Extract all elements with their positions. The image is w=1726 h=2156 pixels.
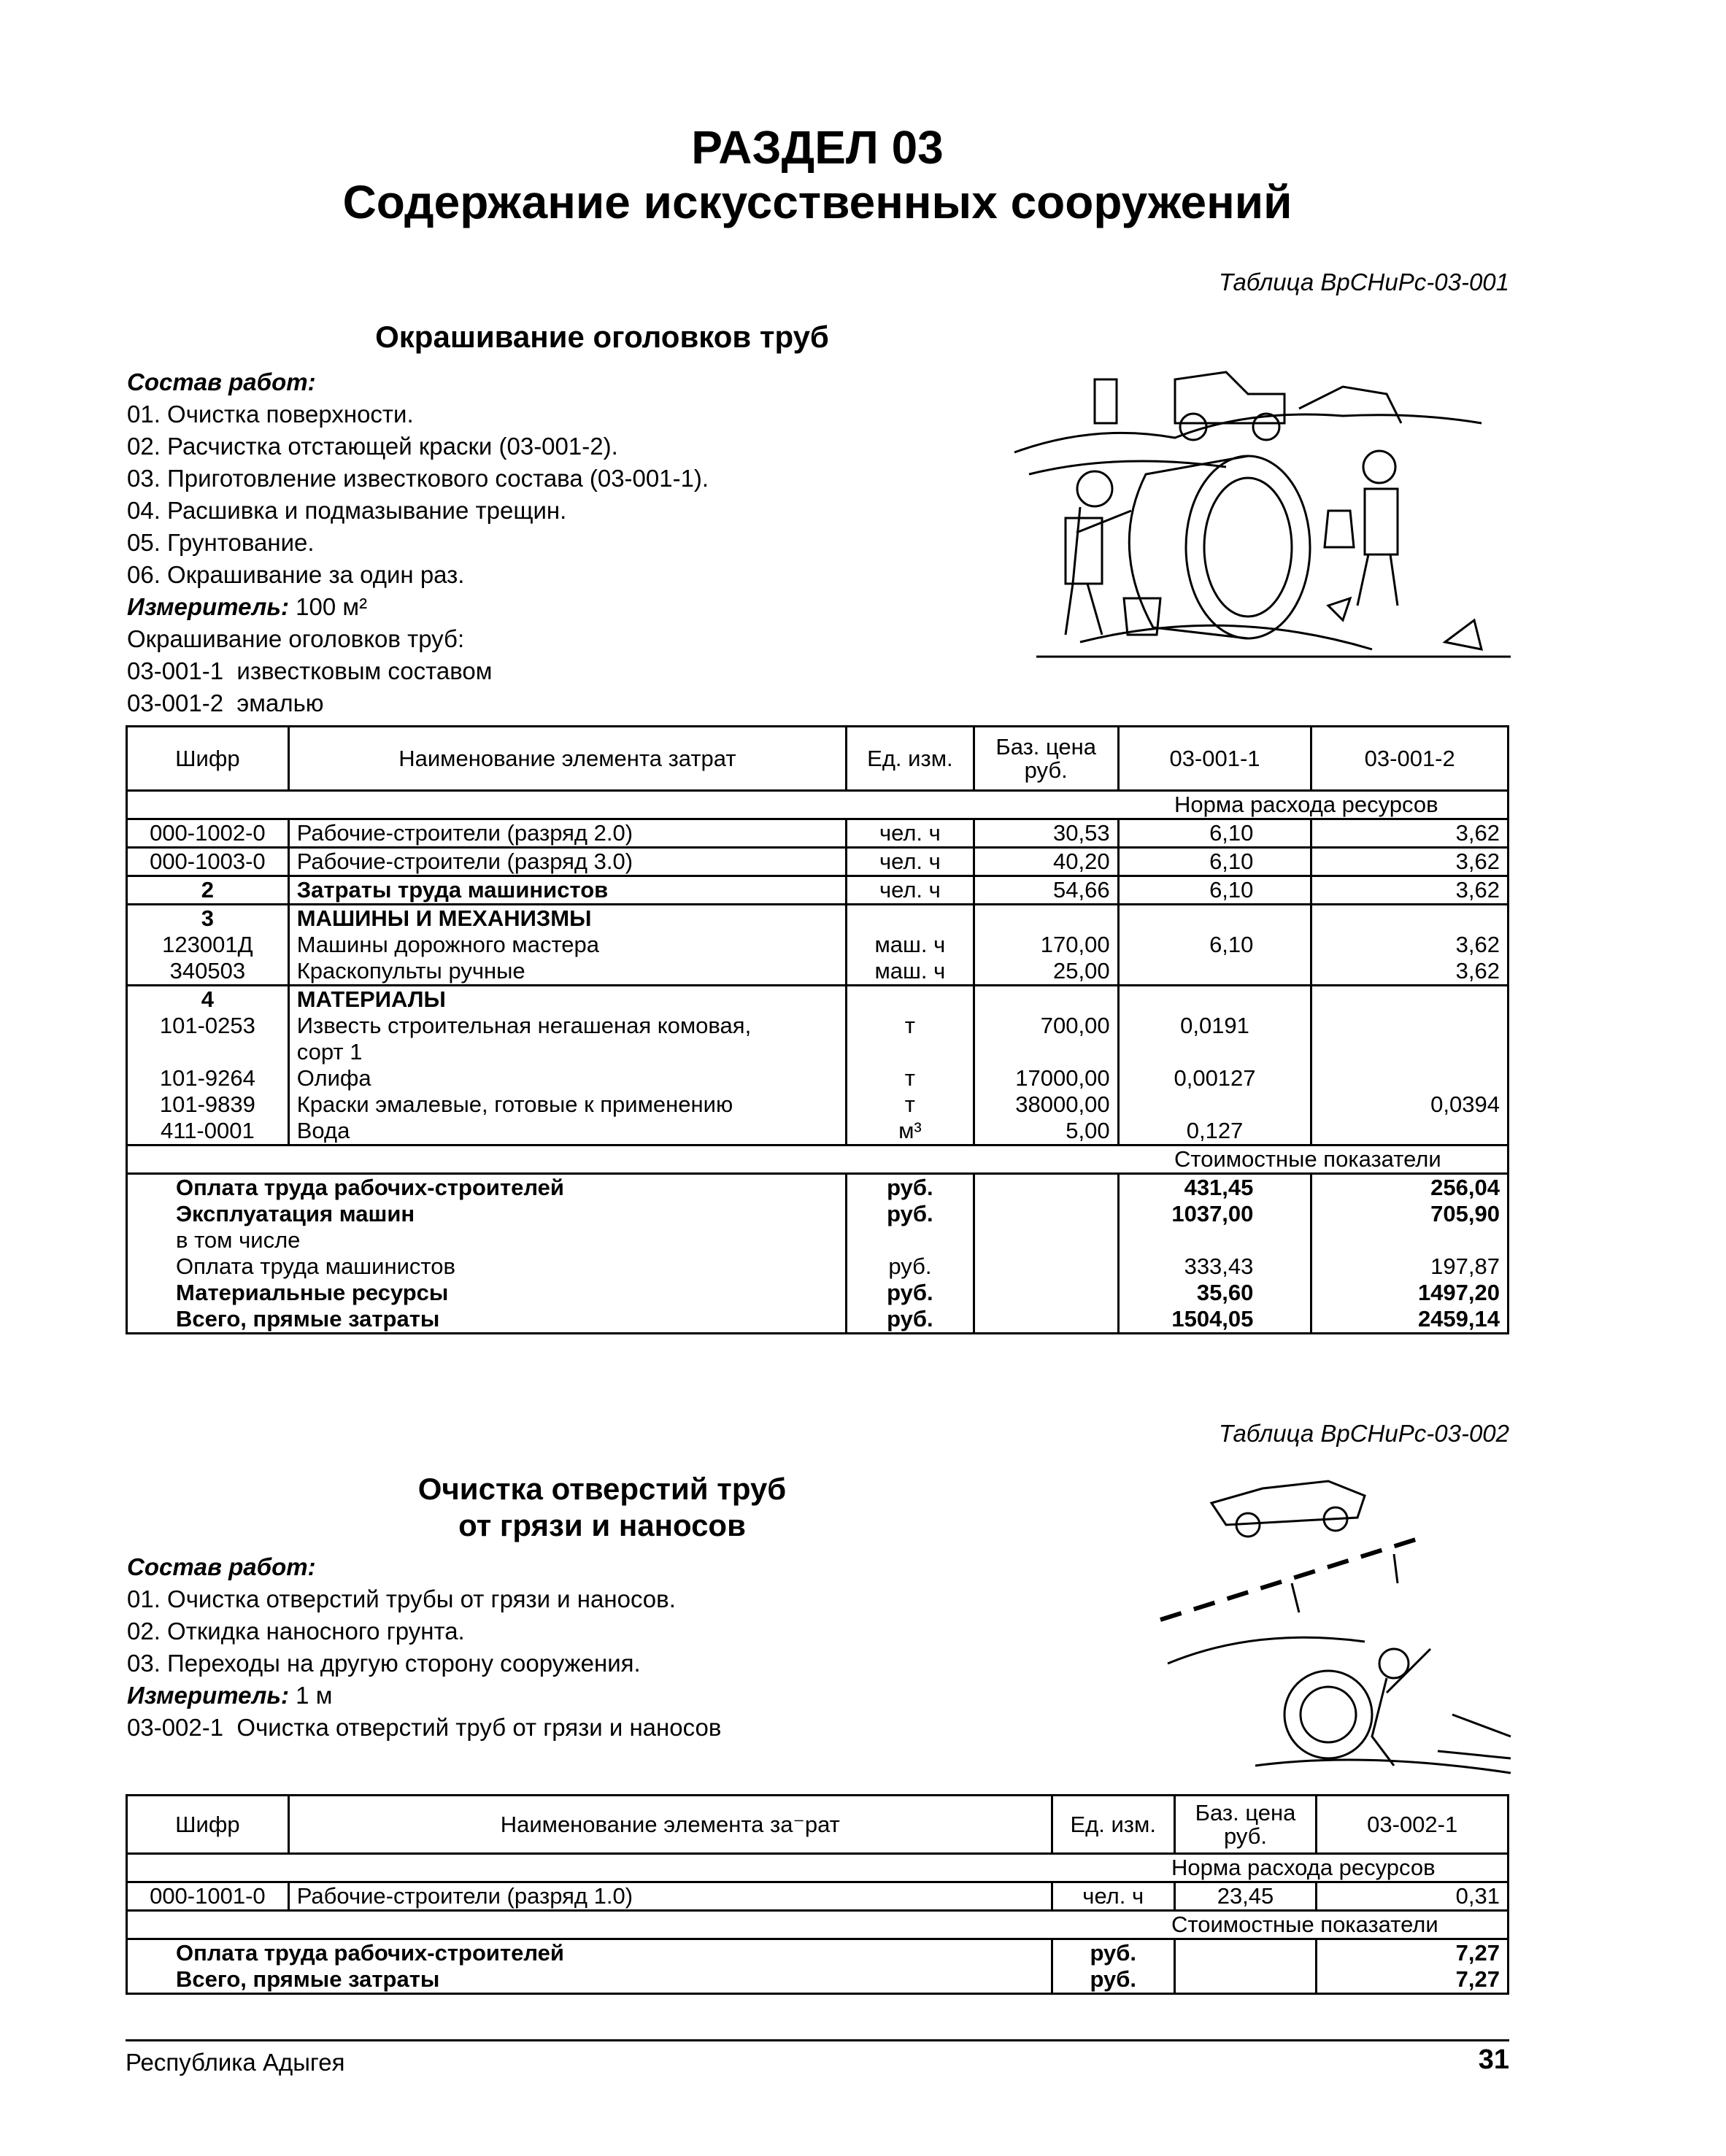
- cell-norm-2: 0,0394: [1311, 1091, 1509, 1118]
- variant: 03-001-2 эмалью: [127, 689, 324, 716]
- cell-norm-2: [1311, 1118, 1509, 1145]
- cost-value-2: 197,87: [1311, 1253, 1509, 1280]
- cost-price: [974, 1253, 1118, 1280]
- step: 06. Окрашивание за один раз.: [127, 561, 465, 588]
- cell-norm-1: [1118, 986, 1311, 1013]
- cell-price: 40,20: [974, 848, 1118, 876]
- section-number: РАЗДЕЛ 03: [691, 121, 944, 174]
- cost-value-1: 1037,00: [1118, 1201, 1311, 1227]
- cost-price: [974, 1201, 1118, 1227]
- table-caption-1: Таблица ВрСНиРс-03-001: [1219, 268, 1509, 295]
- cell-norm-2: [1311, 1065, 1509, 1091]
- footer-region: Республика Адыгея: [126, 2049, 345, 2076]
- subtitle-1: Окрашивание оголовков труб: [375, 320, 829, 354]
- cost-value-1: 333,43: [1118, 1253, 1311, 1280]
- cell-price: 170,00: [974, 932, 1118, 958]
- cell-code: 3: [127, 905, 289, 932]
- cell-norm-2: 3,62: [1311, 958, 1509, 986]
- cost-unit: руб.: [1052, 1966, 1174, 1994]
- cell-unit: маш. ч: [847, 932, 974, 958]
- cost-label: Стоимостные показатели: [127, 1911, 1509, 1939]
- cost-value-1: 1504,05: [1118, 1306, 1311, 1334]
- cost-value: 7,27: [1317, 1939, 1509, 1967]
- table-row: [127, 1039, 1509, 1065]
- cell-norm-1: 6,10: [1118, 932, 1311, 958]
- cost-value: 7,27: [1317, 1966, 1509, 1994]
- cost-price: [974, 1280, 1118, 1306]
- cost-unit: руб.: [847, 1280, 974, 1306]
- cost-name: Оплата труда рабочих-строителей: [127, 1174, 847, 1202]
- measure-value: 100 м²: [296, 593, 368, 620]
- cell-price: [974, 1039, 1118, 1065]
- cell-name: Вода: [288, 1118, 846, 1145]
- cost-rows: [127, 1174, 1509, 1334]
- cost-value-1: 35,60: [1118, 1280, 1311, 1306]
- footer-divider: [126, 2039, 1509, 2041]
- step: 01. Очистка отверстий трубы от грязи и наносов.: [127, 1585, 676, 1612]
- measure-value: 1 м: [296, 1682, 333, 1709]
- col-header: Ед. изм.: [847, 727, 974, 791]
- resource-table-1: [126, 725, 1509, 1334]
- table-row: [127, 932, 1509, 958]
- cost-label: Стоимостные показатели: [127, 1145, 1509, 1174]
- cost-row: [127, 1306, 1509, 1334]
- cost-value-2: 705,90: [1311, 1201, 1509, 1227]
- cell-price: 700,00: [974, 1013, 1118, 1039]
- col-header: Шифр: [127, 1796, 289, 1854]
- variant: 03-002-1 Очистка отверстий труб от грязи и наносов: [127, 1714, 722, 1741]
- cell-name: Рабочие-строители (разряд 3.0): [288, 848, 846, 876]
- col-header: Баз. цена руб.: [1174, 1796, 1317, 1854]
- cell-norm-1: 0,00127: [1118, 1065, 1311, 1091]
- cell-unit: т: [847, 1013, 974, 1039]
- cost-value-1: 431,45: [1118, 1174, 1311, 1202]
- cell-unit: м³: [847, 1118, 974, 1145]
- cost-name: в том числе: [127, 1227, 847, 1253]
- cost-name: Всего, прямые затраты: [127, 1966, 1052, 1994]
- cost-row: [127, 1227, 1509, 1253]
- cost-price: [1174, 1939, 1317, 1967]
- cost-value-2: 2459,14: [1311, 1306, 1509, 1334]
- table-row: [127, 986, 1509, 1013]
- cell-code: 101-0253: [127, 1013, 289, 1039]
- cell-price: 54,66: [974, 876, 1118, 905]
- step: 03. Приготовление известкового состава (03-001-1).: [127, 465, 709, 492]
- table-row: [127, 848, 1509, 876]
- col-header: 03-001-1: [1118, 727, 1311, 791]
- table-row: [127, 905, 1509, 932]
- cell-code: 000-1003-0: [127, 848, 289, 876]
- cost-row: [127, 1201, 1509, 1227]
- cell-unit: [847, 1039, 974, 1065]
- table-row: [127, 819, 1509, 848]
- cell-name: Рабочие-строители (разряд 1.0): [288, 1882, 1052, 1911]
- col-header: Ед. изм.: [1052, 1796, 1174, 1854]
- cell-price: [974, 986, 1118, 1013]
- cost-price: [1174, 1966, 1317, 1994]
- table-row: [127, 1118, 1509, 1145]
- cell-name: Краски эмалевые, готовые к применению: [288, 1091, 846, 1118]
- cell-unit: чел. ч: [847, 819, 974, 848]
- cell-norm-1: 6,10: [1118, 876, 1311, 905]
- cell-norm-2: 3,62: [1311, 819, 1509, 848]
- cell-norm-1: 6,10: [1118, 848, 1311, 876]
- measure: [127, 591, 1003, 623]
- cell-norm-1: 0,127: [1118, 1118, 1311, 1145]
- col-header: 03-001-2: [1311, 727, 1509, 791]
- measure: [127, 1680, 1003, 1712]
- cost-row: [127, 1174, 1509, 1202]
- step: 04. Расшивка и подмазывание трещин.: [127, 497, 567, 524]
- table-row: [127, 1882, 1509, 1911]
- cell-price: 30,53: [974, 819, 1118, 848]
- norm-label: Норма расхода ресурсов: [127, 1854, 1509, 1882]
- cell-price: 17000,00: [974, 1065, 1118, 1091]
- step: 03. Переходы на другую сторону сооружения.: [127, 1650, 641, 1677]
- cell-code: 340503: [127, 958, 289, 986]
- section-title: Содержание искусственных сооружений: [342, 176, 1292, 228]
- cell-norm-1: 0,0191: [1118, 1013, 1311, 1039]
- table-row: [127, 876, 1509, 905]
- work-composition-2: [127, 1551, 1003, 1744]
- cell-norm-2: [1311, 905, 1509, 932]
- cell-unit: [847, 905, 974, 932]
- cell-code: 000-1002-0: [127, 819, 289, 848]
- cell-unit: т: [847, 1065, 974, 1091]
- page-number: 31: [1478, 2044, 1509, 2075]
- measure-label: Измеритель:: [127, 593, 289, 620]
- cost-value-2: 1497,20: [1311, 1280, 1509, 1306]
- cell-code: 101-9839: [127, 1091, 289, 1118]
- cell-name: Затраты труда машинистов: [288, 876, 846, 905]
- subtitle-2a: Очистка отверстий труб: [417, 1472, 787, 1506]
- table-row: [127, 1065, 1509, 1091]
- cell-code: 101-9264: [127, 1065, 289, 1091]
- measure-label: Измеритель:: [127, 1682, 289, 1709]
- col-header: Баз. цена руб.: [974, 727, 1118, 791]
- cost-unit: руб.: [847, 1253, 974, 1280]
- cost-price: [974, 1227, 1118, 1253]
- step: 05. Грунтование.: [127, 529, 315, 556]
- cost-name: Оплата труда рабочих-строителей: [127, 1939, 1052, 1967]
- cost-row: [127, 1280, 1509, 1306]
- cell-norm-2: 3,62: [1311, 876, 1509, 905]
- cost-row: [127, 1966, 1509, 1994]
- cell-name: сорт 1: [288, 1039, 846, 1065]
- cell-price: 38000,00: [974, 1091, 1118, 1118]
- cell-norm-1: [1118, 905, 1311, 932]
- col-header: 03-002-1: [1317, 1796, 1509, 1854]
- cell-price: 25,00: [974, 958, 1118, 986]
- subtitle-2b: от грязи и наносов: [458, 1508, 746, 1542]
- cost-unit: руб.: [847, 1306, 974, 1334]
- cell-code: 411-0001: [127, 1118, 289, 1145]
- cell-norm-1: [1118, 1091, 1311, 1118]
- cell-norm: 0,31: [1317, 1882, 1509, 1911]
- pipe-cleaning-illustration: [1146, 1474, 1518, 1780]
- cell-unit: [847, 986, 974, 1013]
- cell-name: Краскопульты ручные: [288, 958, 846, 986]
- cell-norm-1: 6,10: [1118, 819, 1311, 848]
- cell-unit: маш. ч: [847, 958, 974, 986]
- table-row: [127, 1091, 1509, 1118]
- step: 02. Расчистка отстающей краски (03-001-2).: [127, 433, 618, 460]
- cell-price: [974, 905, 1118, 932]
- cell-code: 000-1001-0: [127, 1882, 289, 1911]
- cell-code: 2: [127, 876, 289, 905]
- cell-code: 123001Д: [127, 932, 289, 958]
- cell-norm-2: [1311, 1013, 1509, 1039]
- cost-price: [974, 1306, 1118, 1334]
- cell-name: Рабочие-строители (разряд 2.0): [288, 819, 846, 848]
- cost-unit: руб.: [1052, 1939, 1174, 1967]
- cell-norm-2: 3,62: [1311, 848, 1509, 876]
- cell-norm-2: [1311, 1039, 1509, 1065]
- resource-rows: [127, 819, 1509, 1145]
- table-row: [127, 1013, 1509, 1039]
- resource-table-2: [126, 1794, 1509, 1995]
- intro: Окрашивание оголовков труб:: [127, 625, 465, 652]
- variant: 03-001-1 известковым составом: [127, 657, 493, 684]
- cost-name: Материальные ресурсы: [127, 1280, 847, 1306]
- cost-name: Всего, прямые затраты: [127, 1306, 847, 1334]
- composition-label: Состав работ:: [127, 368, 316, 395]
- cost-value-2: 256,04: [1311, 1174, 1509, 1202]
- cost-value-1: [1118, 1227, 1311, 1253]
- cost-row: [127, 1939, 1509, 1967]
- cell-norm-1: [1118, 958, 1311, 986]
- cost-value-2: [1311, 1227, 1509, 1253]
- cell-unit: чел. ч: [847, 876, 974, 905]
- cell-name: Известь строительная негашеная комовая,: [288, 1013, 846, 1039]
- cell-norm-2: [1311, 986, 1509, 1013]
- cell-price: 5,00: [974, 1118, 1118, 1145]
- cell-unit: чел. ч: [1052, 1882, 1174, 1911]
- cell-name: Олифа: [288, 1065, 846, 1091]
- cell-norm-2: 3,62: [1311, 932, 1509, 958]
- step: 02. Откидка наносного грунта.: [127, 1618, 465, 1645]
- cell-name: МАШИНЫ И МЕХАНИЗМЫ: [288, 905, 846, 932]
- cost-unit: руб.: [847, 1174, 974, 1202]
- cost-price: [974, 1174, 1118, 1202]
- cell-norm-1: [1118, 1039, 1311, 1065]
- cell-name: МАТЕРИАЛЫ: [288, 986, 846, 1013]
- cost-name: Эксплуатация машин: [127, 1201, 847, 1227]
- col-header: Наименование элемента затрат: [288, 727, 846, 791]
- cell-price: 23,45: [1174, 1882, 1317, 1911]
- cell-unit: т: [847, 1091, 974, 1118]
- norm-label: Норма расхода ресурсов: [127, 791, 1509, 819]
- cell-code: 4: [127, 986, 289, 1013]
- work-composition-1: [127, 366, 1003, 719]
- cost-row: [127, 1253, 1509, 1280]
- pipe-painting-illustration: [1007, 365, 1518, 686]
- cost-unit: [847, 1227, 974, 1253]
- col-header: Шифр: [127, 727, 289, 791]
- step: 01. Очистка поверхности.: [127, 401, 414, 428]
- cost-name: Оплата труда машинистов: [127, 1253, 847, 1280]
- col-header: Наименование элемента за⁻рат: [288, 1796, 1052, 1854]
- cell-unit: чел. ч: [847, 848, 974, 876]
- cell-code: [127, 1039, 289, 1065]
- table-caption-2: Таблица ВрСНиРс-03-002: [1219, 1420, 1509, 1447]
- table-row: [127, 958, 1509, 986]
- cost-unit: руб.: [847, 1201, 974, 1227]
- cell-name: Машины дорожного мастера: [288, 932, 846, 958]
- composition-label: Состав работ:: [127, 1553, 316, 1580]
